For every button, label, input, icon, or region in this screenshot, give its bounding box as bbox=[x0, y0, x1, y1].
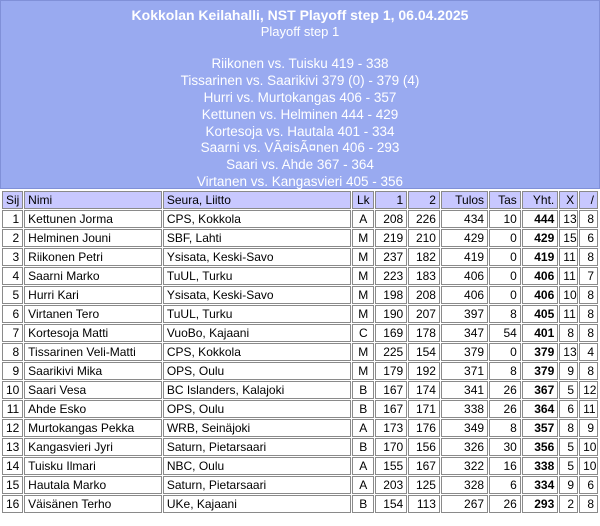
cell-result: 328 bbox=[441, 476, 488, 494]
table-row bbox=[2, 324, 598, 342]
cell-total: 364 bbox=[522, 400, 558, 418]
cell-handicap: 8 bbox=[489, 362, 521, 380]
col-header-result: Tulos bbox=[441, 191, 488, 209]
cell-game1: 190 bbox=[375, 305, 407, 323]
cell-game2: 226 bbox=[408, 210, 440, 228]
table-row bbox=[2, 305, 598, 323]
table-row bbox=[2, 476, 598, 494]
cell-handicap: 0 bbox=[489, 286, 521, 304]
cell-class: B bbox=[352, 495, 374, 513]
cell-spares: 8 bbox=[579, 495, 598, 513]
cell-game1: 154 bbox=[375, 495, 407, 513]
cell-name: Hautala Marko bbox=[24, 476, 162, 494]
event-subtitle: Playoff step 1 bbox=[260, 24, 340, 39]
cell-result: 379 bbox=[441, 343, 488, 361]
table-row bbox=[2, 229, 598, 247]
cell-handicap: 10 bbox=[489, 210, 521, 228]
cell-total: 356 bbox=[522, 438, 558, 456]
cell-handicap: 0 bbox=[489, 267, 521, 285]
cell-total: 406 bbox=[522, 267, 558, 285]
cell-spares: 8 bbox=[579, 324, 598, 342]
cell-spares: 8 bbox=[579, 210, 598, 228]
cell-result: 338 bbox=[441, 400, 488, 418]
table-row bbox=[2, 419, 598, 437]
cell-game1: 237 bbox=[375, 248, 407, 266]
cell-rank: 13 bbox=[2, 438, 23, 456]
table-row bbox=[2, 248, 598, 266]
cell-game1: 223 bbox=[375, 267, 407, 285]
table-row bbox=[2, 362, 598, 380]
cell-class: B bbox=[352, 400, 374, 418]
cell-game2: 113 bbox=[408, 495, 440, 513]
cell-club: OPS, Oulu bbox=[163, 400, 351, 418]
cell-total: 405 bbox=[522, 305, 558, 323]
cell-game1: 225 bbox=[375, 343, 407, 361]
cell-name: Kangasvieri Jyri bbox=[24, 438, 162, 456]
col-header-spares: / bbox=[579, 191, 598, 209]
cell-spares: 9 bbox=[579, 419, 598, 437]
cell-game2: 156 bbox=[408, 438, 440, 456]
cell-result: 349 bbox=[441, 419, 488, 437]
cell-spares: 8 bbox=[579, 248, 598, 266]
cell-class: A bbox=[352, 419, 374, 437]
cell-total: 401 bbox=[522, 324, 558, 342]
cell-spares: 12 bbox=[579, 381, 598, 399]
cell-handicap: 26 bbox=[489, 495, 521, 513]
cell-club: WRB, Seinäjoki bbox=[163, 419, 351, 437]
cell-result: 322 bbox=[441, 457, 488, 475]
cell-name: Virtanen Tero bbox=[24, 305, 162, 323]
cell-game1: 173 bbox=[375, 419, 407, 437]
cell-name: Murtokangas Pekka bbox=[24, 419, 162, 437]
cell-total: 419 bbox=[522, 248, 558, 266]
cell-game1: 155 bbox=[375, 457, 407, 475]
cell-strikes: 15 bbox=[559, 229, 578, 247]
cell-class: C bbox=[352, 324, 374, 342]
cell-game2: 171 bbox=[408, 400, 440, 418]
cell-handicap: 0 bbox=[489, 229, 521, 247]
cell-game2: 183 bbox=[408, 267, 440, 285]
cell-class: B bbox=[352, 438, 374, 456]
cell-result: 429 bbox=[441, 229, 488, 247]
col-header-name: Nimi bbox=[24, 191, 162, 209]
results-table bbox=[1, 190, 599, 514]
cell-name: Tuisku Ilmari bbox=[24, 457, 162, 475]
cell-class: M bbox=[352, 248, 374, 266]
cell-result: 341 bbox=[441, 381, 488, 399]
cell-total: 293 bbox=[522, 495, 558, 513]
cell-game2: 207 bbox=[408, 305, 440, 323]
cell-name: Hurri Kari bbox=[24, 286, 162, 304]
cell-game1: 179 bbox=[375, 362, 407, 380]
col-header-game1: 1 bbox=[375, 191, 407, 209]
cell-name: Ahde Esko bbox=[24, 400, 162, 418]
cell-name: Saarikivi Mika bbox=[24, 362, 162, 380]
cell-club: SBF, Lahti bbox=[163, 229, 351, 247]
cell-handicap: 26 bbox=[489, 400, 521, 418]
cell-game2: 174 bbox=[408, 381, 440, 399]
cell-spares: 11 bbox=[579, 400, 598, 418]
cell-strikes: 5 bbox=[559, 438, 578, 456]
match-result: Kortesoja vs. Hautala 401 - 334 bbox=[205, 123, 395, 139]
cell-result: 267 bbox=[441, 495, 488, 513]
cell-rank: 4 bbox=[2, 267, 23, 285]
col-header-rank: Sij bbox=[2, 191, 23, 209]
cell-class: M bbox=[352, 343, 374, 361]
cell-strikes: 2 bbox=[559, 495, 578, 513]
cell-game2: 154 bbox=[408, 343, 440, 361]
cell-club: Ysisata, Keski-Savo bbox=[163, 286, 351, 304]
col-header-total: Yht. bbox=[522, 191, 558, 209]
cell-game2: 192 bbox=[408, 362, 440, 380]
cell-name: Saarni Marko bbox=[24, 267, 162, 285]
cell-result: 419 bbox=[441, 248, 488, 266]
cell-game2: 182 bbox=[408, 248, 440, 266]
cell-game2: 210 bbox=[408, 229, 440, 247]
col-header-strikes: X bbox=[559, 191, 578, 209]
cell-result: 406 bbox=[441, 267, 488, 285]
cell-class: A bbox=[352, 457, 374, 475]
cell-spares: 7 bbox=[579, 267, 598, 285]
cell-game1: 219 bbox=[375, 229, 407, 247]
cell-club: Saturn, Pietarsaari bbox=[163, 438, 351, 456]
cell-handicap: 8 bbox=[489, 305, 521, 323]
cell-total: 357 bbox=[522, 419, 558, 437]
cell-strikes: 9 bbox=[559, 362, 578, 380]
cell-spares: 4 bbox=[579, 343, 598, 361]
cell-rank: 12 bbox=[2, 419, 23, 437]
cell-handicap: 16 bbox=[489, 457, 521, 475]
table-row bbox=[2, 343, 598, 361]
cell-handicap: 6 bbox=[489, 476, 521, 494]
cell-rank: 7 bbox=[2, 324, 23, 342]
cell-name: Saari Vesa bbox=[24, 381, 162, 399]
cell-strikes: 11 bbox=[559, 267, 578, 285]
cell-strikes: 13 bbox=[559, 343, 578, 361]
cell-strikes: 13 bbox=[559, 210, 578, 228]
cell-handicap: 54 bbox=[489, 324, 521, 342]
cell-strikes: 11 bbox=[559, 305, 578, 323]
cell-strikes: 9 bbox=[559, 476, 578, 494]
cell-game2: 167 bbox=[408, 457, 440, 475]
cell-strikes: 5 bbox=[559, 457, 578, 475]
table-row bbox=[2, 381, 598, 399]
cell-club: BC Islanders, Kalajoki bbox=[163, 381, 351, 399]
cell-class: A bbox=[352, 210, 374, 228]
match-result: Tissarinen vs. Saarikivi 379 (0) - 379 (4) bbox=[180, 72, 420, 88]
cell-strikes: 11 bbox=[559, 248, 578, 266]
cell-spares: 8 bbox=[579, 286, 598, 304]
cell-class: M bbox=[352, 362, 374, 380]
cell-result: 397 bbox=[441, 305, 488, 323]
cell-class: M bbox=[352, 229, 374, 247]
cell-club: CPS, Kokkola bbox=[163, 343, 351, 361]
cell-rank: 6 bbox=[2, 305, 23, 323]
cell-name: Helminen Jouni bbox=[24, 229, 162, 247]
cell-game1: 169 bbox=[375, 324, 407, 342]
cell-total: 444 bbox=[522, 210, 558, 228]
cell-name: Riikonen Petri bbox=[24, 248, 162, 266]
table-header-row bbox=[2, 191, 598, 209]
cell-game2: 208 bbox=[408, 286, 440, 304]
cell-handicap: 26 bbox=[489, 381, 521, 399]
table-row bbox=[2, 267, 598, 285]
cell-class: M bbox=[352, 267, 374, 285]
cell-rank: 8 bbox=[2, 343, 23, 361]
col-header-handicap: Tas bbox=[489, 191, 521, 209]
cell-handicap: 0 bbox=[489, 248, 521, 266]
match-result: Virtanen vs. Kangasvieri 405 - 356 bbox=[196, 174, 404, 190]
cell-rank: 1 bbox=[2, 210, 23, 228]
cell-result: 371 bbox=[441, 362, 488, 380]
cell-club: OPS, Oulu bbox=[163, 362, 351, 380]
cell-game1: 208 bbox=[375, 210, 407, 228]
cell-club: Ysisata, Keski-Savo bbox=[163, 248, 351, 266]
cell-rank: 2 bbox=[2, 229, 23, 247]
match-result: Saarni vs. VÃ¤isÃ¤nen 406 - 293 bbox=[200, 140, 400, 156]
cell-class: A bbox=[352, 476, 374, 494]
cell-game1: 167 bbox=[375, 381, 407, 399]
cell-rank: 10 bbox=[2, 381, 23, 399]
cell-class: B bbox=[352, 381, 374, 399]
cell-rank: 5 bbox=[2, 286, 23, 304]
cell-rank: 3 bbox=[2, 248, 23, 266]
cell-handicap: 0 bbox=[489, 343, 521, 361]
col-header-class: Lk bbox=[352, 191, 374, 209]
event-title: Kokkolan Keilahalli, NST Playoff step 1, 06.04.2025 bbox=[131, 7, 469, 23]
cell-rank: 9 bbox=[2, 362, 23, 380]
table-body bbox=[2, 210, 598, 513]
cell-strikes: 10 bbox=[559, 286, 578, 304]
cell-club: CPS, Kokkola bbox=[163, 210, 351, 228]
cell-game1: 167 bbox=[375, 400, 407, 418]
cell-spares: 10 bbox=[579, 438, 598, 456]
cell-total: 379 bbox=[522, 343, 558, 361]
cell-game2: 176 bbox=[408, 419, 440, 437]
cell-handicap: 30 bbox=[489, 438, 521, 456]
cell-spares: 8 bbox=[579, 305, 598, 323]
table-row bbox=[2, 286, 598, 304]
cell-result: 434 bbox=[441, 210, 488, 228]
cell-rank: 11 bbox=[2, 400, 23, 418]
cell-rank: 16 bbox=[2, 495, 23, 513]
cell-class: M bbox=[352, 305, 374, 323]
header-spacer bbox=[1, 39, 599, 56]
cell-total: 334 bbox=[522, 476, 558, 494]
cell-club: VuoBo, Kajaani bbox=[163, 324, 351, 342]
cell-result: 326 bbox=[441, 438, 488, 456]
cell-result: 347 bbox=[441, 324, 488, 342]
cell-name: Väisänen Terho bbox=[24, 495, 162, 513]
cell-name: Kortesoja Matti bbox=[24, 324, 162, 342]
cell-result: 406 bbox=[441, 286, 488, 304]
table-row bbox=[2, 210, 598, 228]
cell-game2: 178 bbox=[408, 324, 440, 342]
cell-game1: 170 bbox=[375, 438, 407, 456]
table-row bbox=[2, 457, 598, 475]
cell-spares: 8 bbox=[579, 362, 598, 380]
cell-total: 338 bbox=[522, 457, 558, 475]
cell-game1: 198 bbox=[375, 286, 407, 304]
cell-total: 406 bbox=[522, 286, 558, 304]
cell-strikes: 8 bbox=[559, 324, 578, 342]
table-row bbox=[2, 438, 598, 456]
cell-spares: 10 bbox=[579, 457, 598, 475]
cell-total: 379 bbox=[522, 362, 558, 380]
match-result: Hurri vs. Murtokangas 406 - 357 bbox=[203, 89, 397, 105]
cell-spares: 6 bbox=[579, 476, 598, 494]
cell-club: TuUL, Turku bbox=[163, 267, 351, 285]
col-header-game2: 2 bbox=[408, 191, 440, 209]
cell-rank: 14 bbox=[2, 457, 23, 475]
cell-strikes: 5 bbox=[559, 381, 578, 399]
cell-club: UKe, Kajaani bbox=[163, 495, 351, 513]
match-result: Riikonen vs. Tuisku 419 - 338 bbox=[211, 56, 389, 71]
cell-spares: 6 bbox=[579, 229, 598, 247]
cell-club: Saturn, Pietarsaari bbox=[163, 476, 351, 494]
table-row bbox=[2, 495, 598, 513]
cell-total: 367 bbox=[522, 381, 558, 399]
match-result: Kettunen vs. Helminen 444 - 429 bbox=[201, 106, 399, 122]
cell-game1: 203 bbox=[375, 476, 407, 494]
cell-club: TuUL, Turku bbox=[163, 305, 351, 323]
cell-class: M bbox=[352, 286, 374, 304]
cell-name: Tissarinen Veli-Matti bbox=[24, 343, 162, 361]
cell-strikes: 6 bbox=[559, 400, 578, 418]
table-row bbox=[2, 400, 598, 418]
cell-handicap: 8 bbox=[489, 419, 521, 437]
cell-strikes: 8 bbox=[559, 419, 578, 437]
cell-rank: 15 bbox=[2, 476, 23, 494]
cell-club: NBC, Oulu bbox=[163, 457, 351, 475]
match-result: Saari vs. Ahde 367 - 364 bbox=[226, 157, 374, 173]
cell-total: 429 bbox=[522, 229, 558, 247]
cell-name: Kettunen Jorma bbox=[24, 210, 162, 228]
col-header-club: Seura, Liitto bbox=[163, 191, 351, 209]
cell-game2: 125 bbox=[408, 476, 440, 494]
event-header bbox=[0, 0, 600, 189]
